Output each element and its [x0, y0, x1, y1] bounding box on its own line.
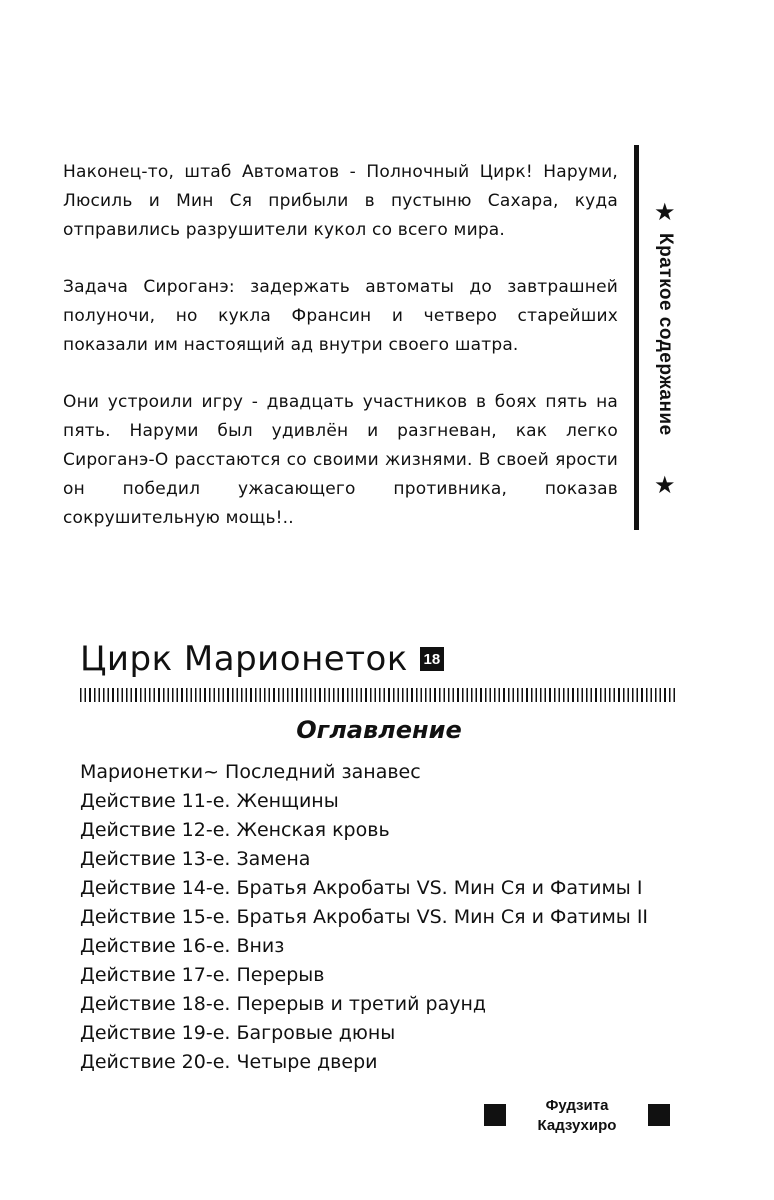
star-icon: ★ [654, 198, 676, 226]
square-icon [484, 1104, 506, 1126]
toc-item: Действие 12-е. Женская кровь [80, 819, 390, 841]
toc-heading: Оглавление [296, 716, 462, 744]
square-icon [648, 1104, 670, 1126]
author-name-line: Фудзита [545, 1097, 609, 1114]
book-title: Цирк Марионеток [80, 639, 408, 679]
toc-item: Действие 17-е. Перерыв [80, 964, 325, 986]
summary-text [63, 158, 618, 561]
toc-item: Действие 16-е. Вниз [80, 935, 285, 957]
summary-divider [634, 145, 639, 530]
author-name-line: Кадзухиро [537, 1117, 617, 1134]
star-icon: ★ [654, 471, 676, 499]
toc-item: Действие 18-е. Перерыв и третий раунд [80, 993, 487, 1015]
author-block [484, 1096, 670, 1136]
toc-item: Марионетки~ Последний занавес [80, 761, 421, 783]
toc-item: Действие 20-е. Четыре двери [80, 1051, 378, 1073]
summary-label-text: Краткое содержание [655, 233, 676, 436]
toc-item: Действие 19-е. Багровые дюны [80, 1022, 396, 1044]
toc-item: Действие 11-е. Женщины [80, 790, 339, 812]
toc-item: Действие 15-е. Братья Акробаты VS. Мин Ся и Фатимы II [80, 906, 649, 928]
toc-item: Действие 13-е. Замена [80, 848, 311, 870]
summary-paragraph-2: Задача Сироганэ: задержать автоматы до завтрашней полуночи, но кукла Франсин и четверо старейших показали им настоящий ад внутри своего шатра. [63, 277, 618, 355]
summary-side-label [648, 155, 688, 505]
summary-paragraph-3: Они устроили игру - двадцать участников в боях пять на пять. Наруми был удивлён и разгневан, как легко Сироганэ-О расстаются со своими жизнями. В своей ярости он победил ужасающего противника, показав сокрушительную мощь!.. [63, 392, 618, 528]
toc-list [80, 758, 648, 1077]
toc-item: Действие 14-е. Братья Акробаты VS. Мин Ся и Фатимы I [80, 877, 643, 899]
hatch-divider [80, 688, 678, 702]
author-name [518, 1096, 636, 1136]
volume-badge: 18 [420, 647, 444, 671]
book-title-row [80, 634, 444, 684]
summary-paragraph-1: Наконец-то, штаб Автоматов - Полночный Цирк! Наруми, Люсиль и Мин Ся прибыли в пустыню Сахара, куда отправились разрушители кукол со всего мира. [63, 162, 618, 240]
